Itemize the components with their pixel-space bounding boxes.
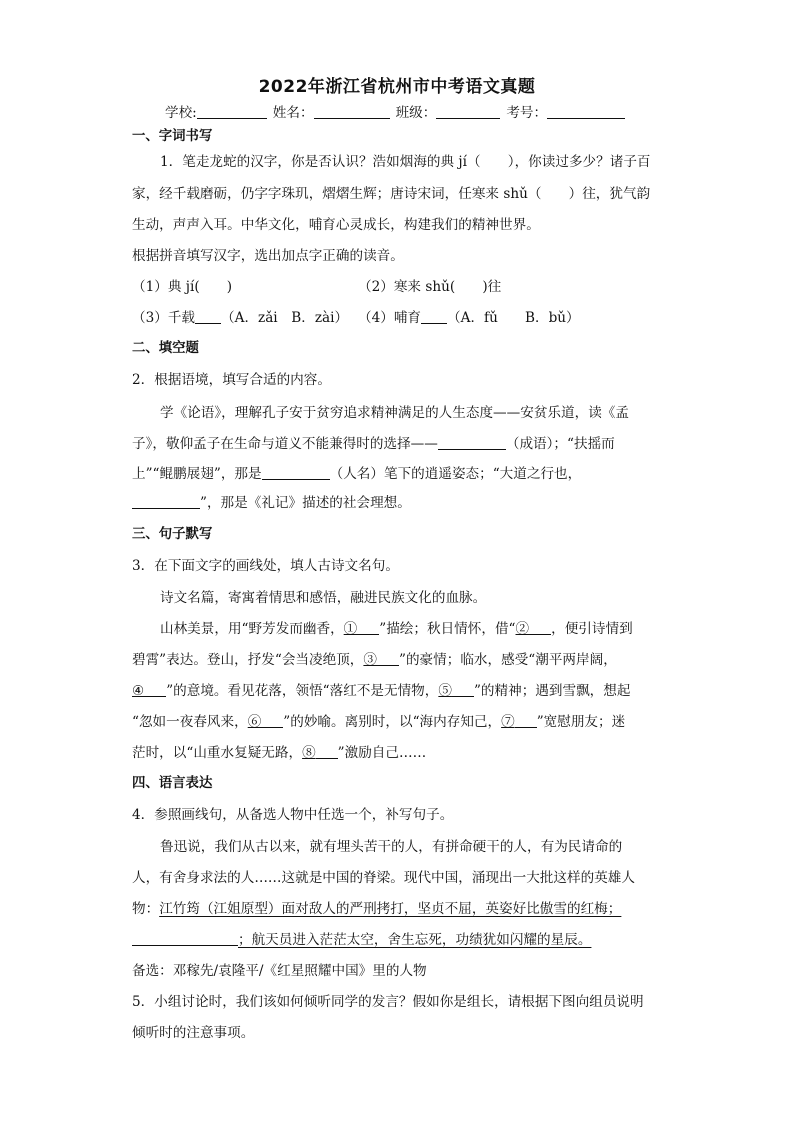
section-2-heading: 二、填空题: [132, 341, 199, 356]
q4-answer-blank[interactable]: [132, 931, 238, 946]
q3-blank-8[interactable]: [316, 744, 338, 759]
q2-paragraph-line-1: 学《论语》，理解孔子安于贫穷追求精神满足的人生态度——安贫乐道，读《孟: [160, 405, 629, 421]
q3-line-2: 碧霄”表达。登山，抒发“会当凌绝顶，③ ”的豪情；临水，感受“潮平两岸阔，: [132, 652, 617, 668]
q1-sub-3: （3）千载 （A．zǎi B．zài）: [132, 310, 349, 326]
q4-paragraph-line-2: 人，有舍身求法的人……这就是中国的脊梁。现代中国，涌现出一大批这样的英雄人: [132, 870, 635, 886]
q4-example-sentence: 江竹筠（江姐原型）面对敌人的严刑拷打，坚贞不屈，英姿好比傲雪的红梅；: [159, 901, 622, 917]
section-4-heading: 四、语言表达: [132, 776, 213, 791]
q2-blank-idiom[interactable]: [438, 435, 506, 450]
q4-paragraph-line-1: 鲁迅说，我们从古以来，就有埋头苦干的人，有拼命硬干的人，有为民请命的: [160, 839, 623, 855]
q1-text-line-2: 家，经千载磨砺，仍字字珠玑，熠熠生辉；唐诗宋词，任寒来 shǔ（ ）往，犹气韵: [132, 186, 651, 202]
q4-paragraph-line-3: 物：江竹筠（江姐原型）面对敌人的严刑拷打，坚贞不屈，英姿好比傲雪的红梅；: [132, 901, 622, 917]
q4-paragraph-line-4: [132, 930, 661, 950]
blank-marker-7: ⑦: [501, 714, 515, 730]
section-1-heading: 一、字词书写: [132, 129, 213, 144]
q3-blank-5[interactable]: [452, 682, 474, 697]
section-3-heading: 三、句子默写: [132, 527, 213, 542]
school-field[interactable]: [197, 104, 267, 119]
q1-sub-3-blank[interactable]: [195, 309, 221, 324]
blank-marker-8: ⑧: [302, 745, 316, 761]
q5-text-line-2: 倾听时的注意事项。: [132, 1025, 255, 1041]
q3-blank-7[interactable]: [515, 713, 537, 728]
q4-options: 备选：邓稼先/袁隆平/《红星照耀中国》里的人物: [132, 963, 427, 979]
blank-marker-2: ②: [515, 621, 530, 637]
q3-line-4: “忽如一夜春风来，⑥ ”的妙喻。离别时，以“海内存知己，⑦ ”宽慰朋友；迷: [132, 714, 626, 730]
q1-text-line-1: 1．笔走龙蛇的汉字，你是否认识？浩如烟海的典 jí（ ），你读过多少？诸子百: [160, 154, 651, 170]
blank-marker-4: ④: [132, 683, 145, 699]
q5-text-line-1: 5．小组讨论时，我们该如何倾听同学的发言？假如你是组长，请根据下图向组员说明: [132, 994, 644, 1010]
q3-blank-2[interactable]: [529, 620, 551, 635]
class-field[interactable]: [436, 104, 500, 119]
q3-blank-4[interactable]: [144, 682, 166, 697]
class-label: 班级：: [395, 105, 437, 121]
blank-marker-1: ①: [343, 621, 358, 637]
exam-number-field[interactable]: [547, 104, 625, 119]
q3-prompt: 3．在下面文字的画线处，填人古诗文名句。: [132, 558, 399, 574]
school-label: 学校:: [165, 105, 197, 121]
q1-sub-row-1: [132, 277, 661, 297]
q2-blank-person[interactable]: [262, 465, 330, 480]
student-info-row: [165, 103, 661, 123]
q3-line-5: 茫时，以“山重水复疑无路，⑧ ”激励自己……: [132, 745, 427, 761]
blank-marker-6: ⑥: [247, 714, 262, 730]
q2-blank-quote[interactable]: [132, 494, 200, 509]
q2-paragraph-line-3: 上”“鲲鹏展翅”，那是 （人名）笔下的逍遥姿态；“大道之行也，: [132, 466, 582, 482]
q1-text-line-3: 生动，声声入耳。中华文化，哺育心灵成长，构建我们的精神世界。: [132, 217, 540, 233]
q1-sub-4-blank[interactable]: [421, 309, 447, 324]
q2-paragraph-line-4: ”，那是《礼记》描述的社会理想。: [132, 493, 661, 513]
exam-number-label: 考号：: [506, 105, 548, 121]
blank-marker-5: ⑤: [438, 683, 452, 699]
q3-blank-3[interactable]: [377, 651, 399, 666]
q3-blank-1[interactable]: [357, 620, 379, 635]
q1-instruction: 根据拼音填写汉字，选出加点字正确的读音。: [132, 248, 404, 264]
q1-sub-2: （2）寒来 shǔ( )往: [358, 279, 502, 295]
q3-line-1: 山林美景，用“野芳发而幽香，① ”描绘；秋日情怀，借“② ，便引诗情到: [160, 621, 633, 637]
q4-prompt: 4．参照画线句，从备选人物中任选一个，补写句子。: [132, 807, 454, 823]
blank-marker-3: ③: [363, 652, 377, 668]
page-title: 2022年浙江省杭州市中考语文真题: [258, 77, 536, 97]
name-label: 姓名：: [272, 105, 314, 121]
q1-sub-row-2: [132, 308, 661, 328]
name-field[interactable]: [314, 104, 390, 119]
q2-paragraph-line-2: 子》，敬仰孟子在生命与道义不能兼得时的选择—— （成语）；“扶摇而: [132, 436, 615, 452]
q3-line-3: ④ ”的意境。看见花落，领悟“落红不是无情物，⑤ ”的精神；遇到雪飘，想起: [132, 683, 631, 699]
q1-sub-1: （1）典 jí( ): [132, 279, 233, 295]
q3-intro: 诗文名篇，寄寓着情思和感悟，融进民族文化的血脉。: [160, 590, 487, 606]
q2-prompt: 2．根据语境，填写合适的内容。: [132, 372, 331, 388]
q1-sub-4: （4）哺育 （A．fǔ B．bǔ）: [358, 310, 580, 326]
q4-second-sentence: ；航天员进入茫茫太空，舍生忘死，功绩犹如闪耀的星辰。: [238, 932, 592, 948]
q3-blank-6[interactable]: [261, 713, 283, 728]
